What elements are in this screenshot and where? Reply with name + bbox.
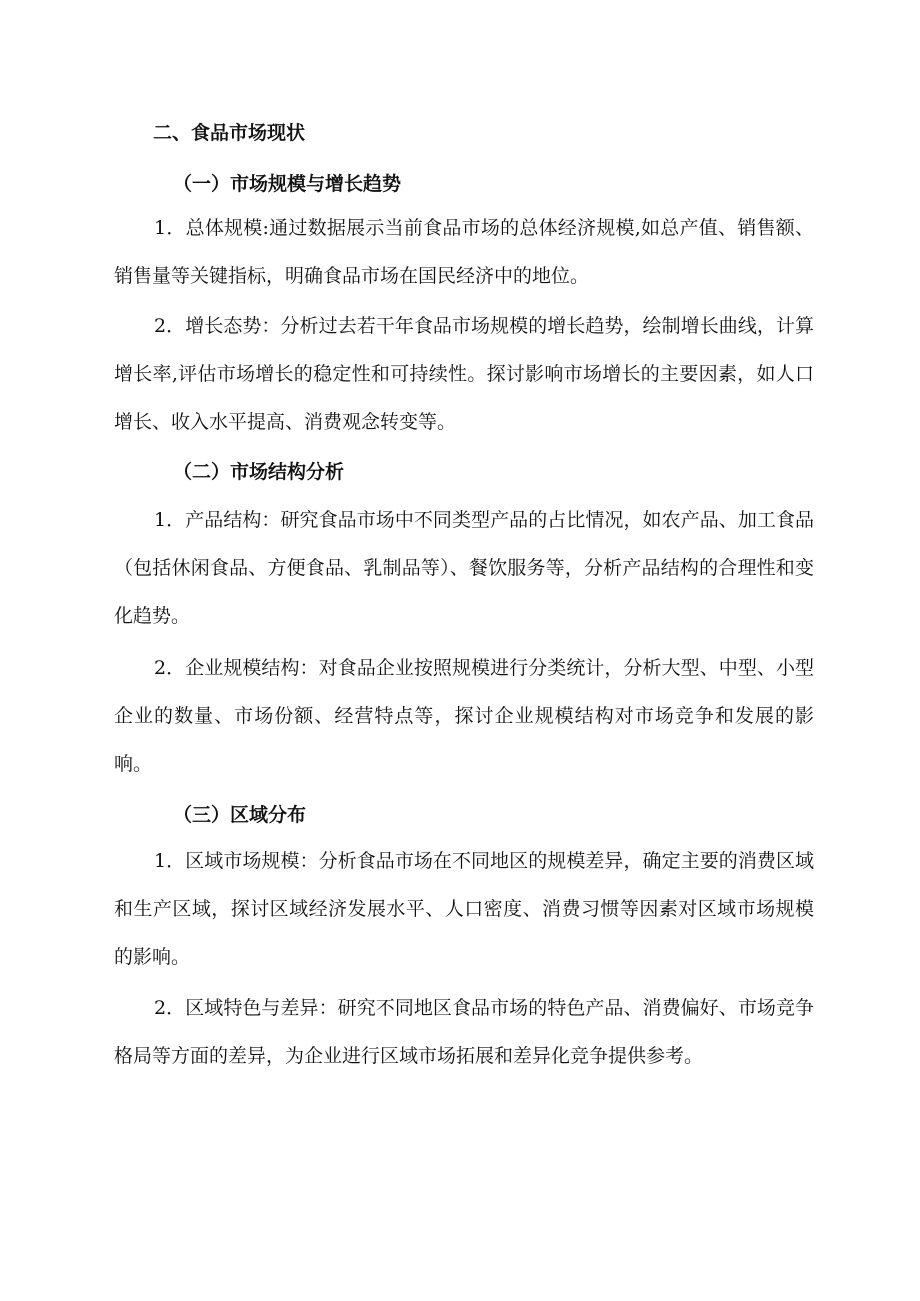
paragraph-overall-scale: 1．总体规模:通过数据展示当前食品市场的总体经济规模,如总产值、销售额、销售量等关键指标，明确食品市场在国民经济中的地位。	[114, 217, 814, 287]
paragraph-growth-trend: 2．增长态势：分析过去若干年食品市场规模的增长趋势，绘制增长曲线，计算增长率,评估市场增长的稳定性和可持续性。探讨影响市场增长的主要因素，如人口增长、收入水平提高、消费观念转变等。	[114, 315, 814, 433]
paragraph-regional-scale: 1．区域市场规模：分析食品市场在不同地区的规模差异，确定主要的消费区域和生产区域，探讨区域经济发展水平、人口密度、消费习惯等因素对区域市场规模的影响。	[114, 850, 814, 968]
paragraph-product-structure: 1．产品结构：研究食品市场中不同类型产品的占比情况，如农产品、加工食品（包括休闲食品、方便食品、乳制品等）、餐饮服务等，分析产品结构的合理性和变化趋势。	[114, 509, 814, 627]
section-title: 二、食品市场现状	[153, 122, 306, 144]
paragraph-enterprise-structure: 2．企业规模结构：对食品企业按照规模进行分类统计，分析大型、中型、小型企业的数量、市场份额、经营特点等，探讨企业规模结构对市场竞争和发展的影响。	[114, 657, 814, 775]
paragraph-regional-differences: 2．区域特色与差异：研究不同地区食品市场的特色产品、消费偏好、市场竞争格局等方面的差异，为企业进行区域市场拓展和差异化竞争提供参考。	[114, 997, 814, 1067]
subsection-title-regional-distribution: （三）区域分布	[173, 804, 307, 826]
subsection-title-market-structure: （二）市场结构分析	[173, 461, 345, 483]
subsection-title-market-size: （一）市场规模与增长趋势	[173, 173, 402, 195]
